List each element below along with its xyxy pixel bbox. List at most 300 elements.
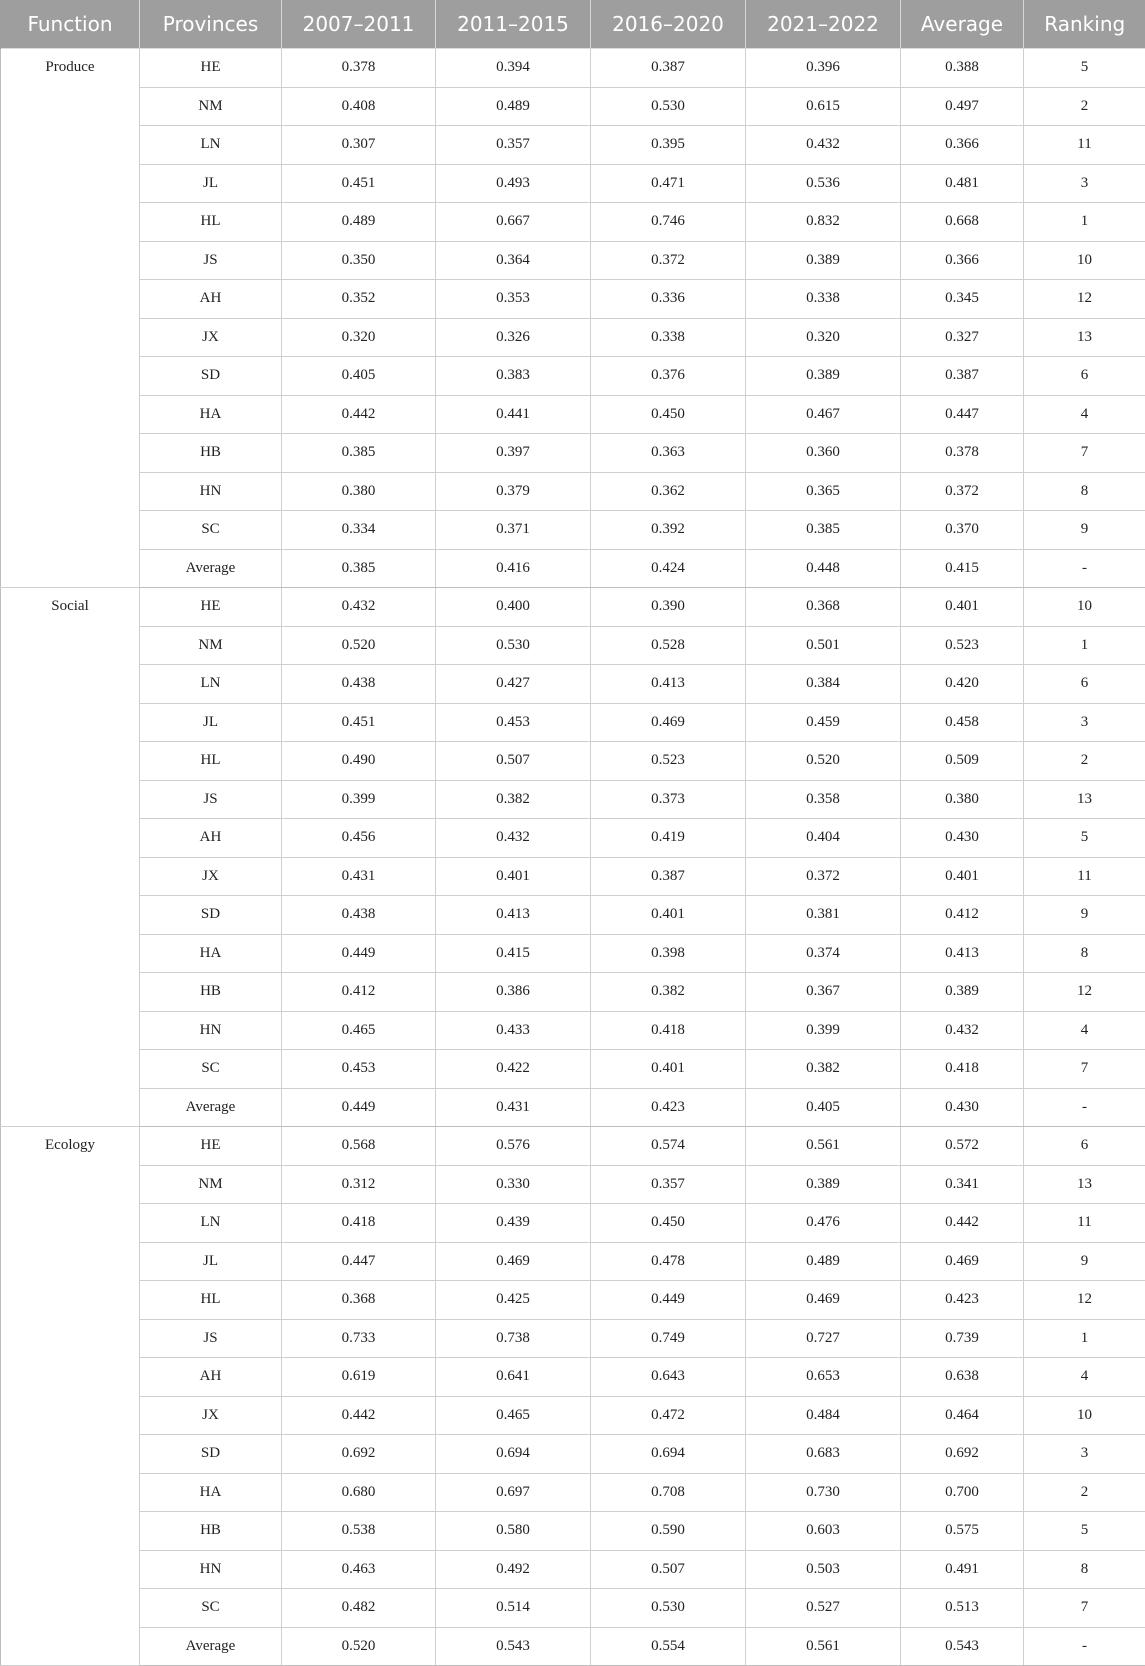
period-2007-2011-cell: 0.418 [282, 1204, 436, 1243]
province-cell: LN [140, 126, 282, 165]
ranking-cell: 3 [1024, 164, 1145, 203]
province-cell: Average [140, 1627, 282, 1666]
table-row [1, 49, 1145, 88]
period-2021-2022-cell: 0.683 [746, 1435, 901, 1474]
table-row [1, 1550, 1145, 1589]
table-row [1, 665, 1145, 704]
province-cell: JS [140, 241, 282, 280]
period-2011-2015-cell: 0.415 [436, 934, 591, 973]
table-row [1, 1242, 1145, 1281]
period-2016-2020-cell: 0.530 [591, 1589, 746, 1628]
province-cell: HN [140, 1550, 282, 1589]
period-2007-2011-cell: 0.320 [282, 318, 436, 357]
period-2011-2015-cell: 0.580 [436, 1512, 591, 1551]
table-row [1, 1165, 1145, 1204]
period-2021-2022-cell: 0.484 [746, 1396, 901, 1435]
average-cell: 0.430 [901, 819, 1024, 858]
period-2021-2022-cell: 0.374 [746, 934, 901, 973]
period-2011-2015-cell: 0.431 [436, 1088, 591, 1127]
province-cell: HB [140, 434, 282, 473]
period-2011-2015-cell: 0.465 [436, 1396, 591, 1435]
period-2007-2011-cell: 0.432 [282, 588, 436, 627]
average-cell: 0.509 [901, 742, 1024, 781]
ranking-cell: 6 [1024, 1127, 1145, 1166]
average-cell: 0.366 [901, 126, 1024, 165]
ranking-cell: 4 [1024, 1011, 1145, 1050]
period-2016-2020-cell: 0.472 [591, 1396, 746, 1435]
period-2021-2022-cell: 0.448 [746, 549, 901, 588]
average-cell: 0.423 [901, 1281, 1024, 1320]
province-cell: JS [140, 1319, 282, 1358]
average-cell: 0.370 [901, 511, 1024, 550]
table-row [1, 1589, 1145, 1628]
period-2016-2020-cell: 0.530 [591, 87, 746, 126]
province-cell: HL [140, 203, 282, 242]
province-cell: JX [140, 318, 282, 357]
province-cell: JL [140, 164, 282, 203]
period-2011-2015-cell: 0.364 [436, 241, 591, 280]
header-function: Function [1, 0, 140, 49]
table-row [1, 511, 1145, 550]
period-2016-2020-cell: 0.523 [591, 742, 746, 781]
period-2011-2015-cell: 0.433 [436, 1011, 591, 1050]
header-average: Average [901, 0, 1024, 49]
period-2021-2022-cell: 0.338 [746, 280, 901, 319]
period-2011-2015-cell: 0.326 [436, 318, 591, 357]
period-2016-2020-cell: 0.382 [591, 973, 746, 1012]
period-2016-2020-cell: 0.708 [591, 1473, 746, 1512]
period-2016-2020-cell: 0.418 [591, 1011, 746, 1050]
period-2016-2020-cell: 0.413 [591, 665, 746, 704]
average-cell: 0.388 [901, 49, 1024, 88]
period-2021-2022-cell: 0.384 [746, 665, 901, 704]
average-cell: 0.739 [901, 1319, 1024, 1358]
average-cell: 0.638 [901, 1358, 1024, 1397]
period-2021-2022-cell: 0.389 [746, 1165, 901, 1204]
ranking-cell: 11 [1024, 126, 1145, 165]
average-cell: 0.497 [901, 87, 1024, 126]
header-provinces: Provinces [140, 0, 282, 49]
period-2021-2022-cell: 0.385 [746, 511, 901, 550]
table-row [1, 1011, 1145, 1050]
average-cell: 0.442 [901, 1204, 1024, 1243]
period-2016-2020-cell: 0.749 [591, 1319, 746, 1358]
table-row [1, 1396, 1145, 1435]
ranking-cell: 6 [1024, 665, 1145, 704]
ranking-cell: 5 [1024, 819, 1145, 858]
average-cell: 0.430 [901, 1088, 1024, 1127]
ranking-cell: 2 [1024, 742, 1145, 781]
period-2011-2015-cell: 0.489 [436, 87, 591, 126]
province-cell: NM [140, 1165, 282, 1204]
period-2016-2020-cell: 0.338 [591, 318, 746, 357]
table-row-average [1, 1088, 1145, 1127]
header-ranking: Ranking [1024, 0, 1145, 49]
average-cell: 0.401 [901, 857, 1024, 896]
period-2007-2011-cell: 0.489 [282, 203, 436, 242]
province-cell: LN [140, 665, 282, 704]
period-2021-2022-cell: 0.727 [746, 1319, 901, 1358]
period-2021-2022-cell: 0.396 [746, 49, 901, 88]
province-cell: JS [140, 780, 282, 819]
average-cell: 0.523 [901, 626, 1024, 665]
period-2016-2020-cell: 0.478 [591, 1242, 746, 1281]
table-row [1, 896, 1145, 935]
ranking-cell: 13 [1024, 318, 1145, 357]
period-2021-2022-cell: 0.476 [746, 1204, 901, 1243]
period-2011-2015-cell: 0.441 [436, 395, 591, 434]
period-2011-2015-cell: 0.694 [436, 1435, 591, 1474]
table-row [1, 164, 1145, 203]
period-2016-2020-cell: 0.376 [591, 357, 746, 396]
table-row [1, 742, 1145, 781]
period-2021-2022-cell: 0.405 [746, 1088, 901, 1127]
period-2007-2011-cell: 0.463 [282, 1550, 436, 1589]
table-row [1, 1358, 1145, 1397]
ranking-cell: 8 [1024, 934, 1145, 973]
period-2021-2022-cell: 0.389 [746, 241, 901, 280]
ranking-cell: - [1024, 1627, 1145, 1666]
period-2016-2020-cell: 0.450 [591, 395, 746, 434]
average-cell: 0.575 [901, 1512, 1024, 1551]
period-2016-2020-cell: 0.424 [591, 549, 746, 588]
ranking-cell: 8 [1024, 472, 1145, 511]
period-2007-2011-cell: 0.447 [282, 1242, 436, 1281]
average-cell: 0.372 [901, 472, 1024, 511]
average-cell: 0.420 [901, 665, 1024, 704]
ranking-cell: - [1024, 1088, 1145, 1127]
period-2016-2020-cell: 0.395 [591, 126, 746, 165]
average-cell: 0.341 [901, 1165, 1024, 1204]
period-2016-2020-cell: 0.336 [591, 280, 746, 319]
average-cell: 0.389 [901, 973, 1024, 1012]
average-cell: 0.481 [901, 164, 1024, 203]
ranking-cell: 6 [1024, 357, 1145, 396]
ranking-cell: 1 [1024, 203, 1145, 242]
period-2011-2015-cell: 0.400 [436, 588, 591, 627]
ranking-cell: 3 [1024, 1435, 1145, 1474]
period-2007-2011-cell: 0.312 [282, 1165, 436, 1204]
table-row-average [1, 549, 1145, 588]
province-cell: HE [140, 1127, 282, 1166]
province-cell: HA [140, 395, 282, 434]
table-row [1, 1435, 1145, 1474]
period-2011-2015-cell: 0.530 [436, 626, 591, 665]
average-cell: 0.432 [901, 1011, 1024, 1050]
average-cell: 0.447 [901, 395, 1024, 434]
period-2021-2022-cell: 0.382 [746, 1050, 901, 1089]
period-2011-2015-cell: 0.576 [436, 1127, 591, 1166]
table-row [1, 357, 1145, 396]
ranking-cell: 12 [1024, 280, 1145, 319]
period-2007-2011-cell: 0.680 [282, 1473, 436, 1512]
table-row [1, 780, 1145, 819]
function-cell: Social [1, 588, 140, 1127]
period-2007-2011-cell: 0.456 [282, 819, 436, 858]
table-row [1, 1127, 1145, 1166]
period-2007-2011-cell: 0.385 [282, 434, 436, 473]
period-2016-2020-cell: 0.419 [591, 819, 746, 858]
province-cell: JL [140, 1242, 282, 1281]
period-2011-2015-cell: 0.379 [436, 472, 591, 511]
period-2007-2011-cell: 0.408 [282, 87, 436, 126]
ranking-cell: 11 [1024, 1204, 1145, 1243]
period-2016-2020-cell: 0.423 [591, 1088, 746, 1127]
province-cell: HA [140, 934, 282, 973]
period-2007-2011-cell: 0.449 [282, 934, 436, 973]
period-2007-2011-cell: 0.568 [282, 1127, 436, 1166]
province-cell: HL [140, 1281, 282, 1320]
period-2021-2022-cell: 0.467 [746, 395, 901, 434]
ranking-cell: 10 [1024, 241, 1145, 280]
period-2021-2022-cell: 0.520 [746, 742, 901, 781]
period-2021-2022-cell: 0.368 [746, 588, 901, 627]
period-2007-2011-cell: 0.520 [282, 1627, 436, 1666]
average-cell: 0.412 [901, 896, 1024, 935]
period-2021-2022-cell: 0.365 [746, 472, 901, 511]
table-row [1, 87, 1145, 126]
ranking-cell: 13 [1024, 1165, 1145, 1204]
table-row [1, 318, 1145, 357]
period-2007-2011-cell: 0.442 [282, 395, 436, 434]
period-2021-2022-cell: 0.432 [746, 126, 901, 165]
period-2011-2015-cell: 0.386 [436, 973, 591, 1012]
province-cell: AH [140, 280, 282, 319]
function-cell: Ecology [1, 1127, 140, 1666]
ranking-cell: 7 [1024, 434, 1145, 473]
table-row [1, 857, 1145, 896]
period-2021-2022-cell: 0.615 [746, 87, 901, 126]
table-row [1, 1319, 1145, 1358]
ranking-cell: - [1024, 549, 1145, 588]
ranking-cell: 7 [1024, 1050, 1145, 1089]
period-2016-2020-cell: 0.362 [591, 472, 746, 511]
province-cell: HN [140, 472, 282, 511]
province-cell: NM [140, 626, 282, 665]
average-cell: 0.458 [901, 703, 1024, 742]
header-period-2016-2020: 2016–2020 [591, 0, 746, 49]
ranking-cell: 9 [1024, 1242, 1145, 1281]
table-row [1, 1473, 1145, 1512]
ranking-cell: 9 [1024, 511, 1145, 550]
header-period-2021-2022: 2021–2022 [746, 0, 901, 49]
period-2007-2011-cell: 0.380 [282, 472, 436, 511]
province-cell: HA [140, 1473, 282, 1512]
period-2007-2011-cell: 0.619 [282, 1358, 436, 1397]
period-2016-2020-cell: 0.694 [591, 1435, 746, 1474]
period-2011-2015-cell: 0.394 [436, 49, 591, 88]
period-2016-2020-cell: 0.643 [591, 1358, 746, 1397]
period-2021-2022-cell: 0.503 [746, 1550, 901, 1589]
period-2007-2011-cell: 0.307 [282, 126, 436, 165]
table-row-average [1, 1627, 1145, 1666]
period-2021-2022-cell: 0.561 [746, 1127, 901, 1166]
period-2011-2015-cell: 0.493 [436, 164, 591, 203]
period-2021-2022-cell: 0.399 [746, 1011, 901, 1050]
ranking-cell: 11 [1024, 857, 1145, 896]
table-row [1, 434, 1145, 473]
period-2011-2015-cell: 0.382 [436, 780, 591, 819]
period-2016-2020-cell: 0.373 [591, 780, 746, 819]
period-2011-2015-cell: 0.469 [436, 1242, 591, 1281]
period-2016-2020-cell: 0.449 [591, 1281, 746, 1320]
ranking-cell: 5 [1024, 1512, 1145, 1551]
period-2016-2020-cell: 0.387 [591, 49, 746, 88]
period-2021-2022-cell: 0.536 [746, 164, 901, 203]
province-cell: JX [140, 857, 282, 896]
period-2007-2011-cell: 0.490 [282, 742, 436, 781]
average-cell: 0.327 [901, 318, 1024, 357]
average-cell: 0.572 [901, 1127, 1024, 1166]
period-2021-2022-cell: 0.489 [746, 1242, 901, 1281]
table-row [1, 1512, 1145, 1551]
period-2016-2020-cell: 0.392 [591, 511, 746, 550]
period-2021-2022-cell: 0.653 [746, 1358, 901, 1397]
average-cell: 0.378 [901, 434, 1024, 473]
average-cell: 0.345 [901, 280, 1024, 319]
period-2007-2011-cell: 0.405 [282, 357, 436, 396]
period-2021-2022-cell: 0.730 [746, 1473, 901, 1512]
period-2007-2011-cell: 0.442 [282, 1396, 436, 1435]
period-2016-2020-cell: 0.528 [591, 626, 746, 665]
period-2007-2011-cell: 0.538 [282, 1512, 436, 1551]
province-cell: NM [140, 87, 282, 126]
average-cell: 0.700 [901, 1473, 1024, 1512]
province-cell: AH [140, 1358, 282, 1397]
table-row [1, 819, 1145, 858]
period-2021-2022-cell: 0.404 [746, 819, 901, 858]
period-2016-2020-cell: 0.574 [591, 1127, 746, 1166]
ranking-cell: 5 [1024, 49, 1145, 88]
average-cell: 0.380 [901, 780, 1024, 819]
ranking-cell: 8 [1024, 1550, 1145, 1589]
province-cell: HE [140, 588, 282, 627]
period-2011-2015-cell: 0.413 [436, 896, 591, 935]
period-2011-2015-cell: 0.439 [436, 1204, 591, 1243]
period-2016-2020-cell: 0.390 [591, 588, 746, 627]
header-period-2011-2015: 2011–2015 [436, 0, 591, 49]
ranking-cell: 13 [1024, 780, 1145, 819]
period-2021-2022-cell: 0.501 [746, 626, 901, 665]
header-row [1, 0, 1145, 49]
period-2016-2020-cell: 0.372 [591, 241, 746, 280]
ranking-cell: 2 [1024, 1473, 1145, 1512]
period-2016-2020-cell: 0.401 [591, 1050, 746, 1089]
province-cell: SC [140, 511, 282, 550]
period-2007-2011-cell: 0.334 [282, 511, 436, 550]
period-2007-2011-cell: 0.350 [282, 241, 436, 280]
period-2021-2022-cell: 0.381 [746, 896, 901, 935]
period-2016-2020-cell: 0.590 [591, 1512, 746, 1551]
province-cell: SC [140, 1050, 282, 1089]
period-2021-2022-cell: 0.367 [746, 973, 901, 1012]
period-2021-2022-cell: 0.469 [746, 1281, 901, 1320]
period-2007-2011-cell: 0.399 [282, 780, 436, 819]
table-header [1, 0, 1145, 49]
average-cell: 0.418 [901, 1050, 1024, 1089]
average-cell: 0.668 [901, 203, 1024, 242]
table-row [1, 472, 1145, 511]
period-2016-2020-cell: 0.469 [591, 703, 746, 742]
period-2011-2015-cell: 0.427 [436, 665, 591, 704]
period-2011-2015-cell: 0.357 [436, 126, 591, 165]
table-row [1, 973, 1145, 1012]
table-row [1, 934, 1145, 973]
province-cell: SC [140, 1589, 282, 1628]
period-2011-2015-cell: 0.432 [436, 819, 591, 858]
period-2021-2022-cell: 0.603 [746, 1512, 901, 1551]
period-2007-2011-cell: 0.733 [282, 1319, 436, 1358]
period-2011-2015-cell: 0.697 [436, 1473, 591, 1512]
period-2007-2011-cell: 0.482 [282, 1589, 436, 1628]
province-cell: SD [140, 1435, 282, 1474]
period-2021-2022-cell: 0.320 [746, 318, 901, 357]
period-2016-2020-cell: 0.363 [591, 434, 746, 473]
period-2007-2011-cell: 0.438 [282, 896, 436, 935]
province-cell: HE [140, 49, 282, 88]
province-cell: SD [140, 357, 282, 396]
ranking-cell: 10 [1024, 588, 1145, 627]
period-2021-2022-cell: 0.389 [746, 357, 901, 396]
province-cell: HN [140, 1011, 282, 1050]
period-2016-2020-cell: 0.387 [591, 857, 746, 896]
ranking-cell: 1 [1024, 1319, 1145, 1358]
period-2011-2015-cell: 0.738 [436, 1319, 591, 1358]
period-2016-2020-cell: 0.471 [591, 164, 746, 203]
period-2016-2020-cell: 0.357 [591, 1165, 746, 1204]
period-2016-2020-cell: 0.554 [591, 1627, 746, 1666]
period-2007-2011-cell: 0.453 [282, 1050, 436, 1089]
table-row [1, 126, 1145, 165]
period-2016-2020-cell: 0.401 [591, 896, 746, 935]
table-row [1, 626, 1145, 665]
period-2011-2015-cell: 0.397 [436, 434, 591, 473]
province-cell: JX [140, 1396, 282, 1435]
ranking-cell: 9 [1024, 896, 1145, 935]
ranking-cell: 3 [1024, 703, 1145, 742]
period-2011-2015-cell: 0.383 [436, 357, 591, 396]
period-2016-2020-cell: 0.450 [591, 1204, 746, 1243]
period-2011-2015-cell: 0.641 [436, 1358, 591, 1397]
period-2011-2015-cell: 0.514 [436, 1589, 591, 1628]
average-cell: 0.366 [901, 241, 1024, 280]
table-row [1, 241, 1145, 280]
province-cell: Average [140, 549, 282, 588]
ranking-cell: 12 [1024, 973, 1145, 1012]
province-cell: SD [140, 896, 282, 935]
period-2007-2011-cell: 0.451 [282, 703, 436, 742]
province-cell: Average [140, 1088, 282, 1127]
period-2011-2015-cell: 0.425 [436, 1281, 591, 1320]
average-cell: 0.413 [901, 934, 1024, 973]
ranking-cell: 4 [1024, 395, 1145, 434]
table-row [1, 703, 1145, 742]
period-2021-2022-cell: 0.561 [746, 1627, 901, 1666]
period-2021-2022-cell: 0.527 [746, 1589, 901, 1628]
period-2007-2011-cell: 0.368 [282, 1281, 436, 1320]
average-cell: 0.491 [901, 1550, 1024, 1589]
period-2011-2015-cell: 0.543 [436, 1627, 591, 1666]
province-cell: HL [140, 742, 282, 781]
table-row [1, 203, 1145, 242]
period-2007-2011-cell: 0.438 [282, 665, 436, 704]
period-2007-2011-cell: 0.449 [282, 1088, 436, 1127]
period-2011-2015-cell: 0.667 [436, 203, 591, 242]
period-2011-2015-cell: 0.353 [436, 280, 591, 319]
average-cell: 0.543 [901, 1627, 1024, 1666]
period-2011-2015-cell: 0.422 [436, 1050, 591, 1089]
period-2021-2022-cell: 0.832 [746, 203, 901, 242]
